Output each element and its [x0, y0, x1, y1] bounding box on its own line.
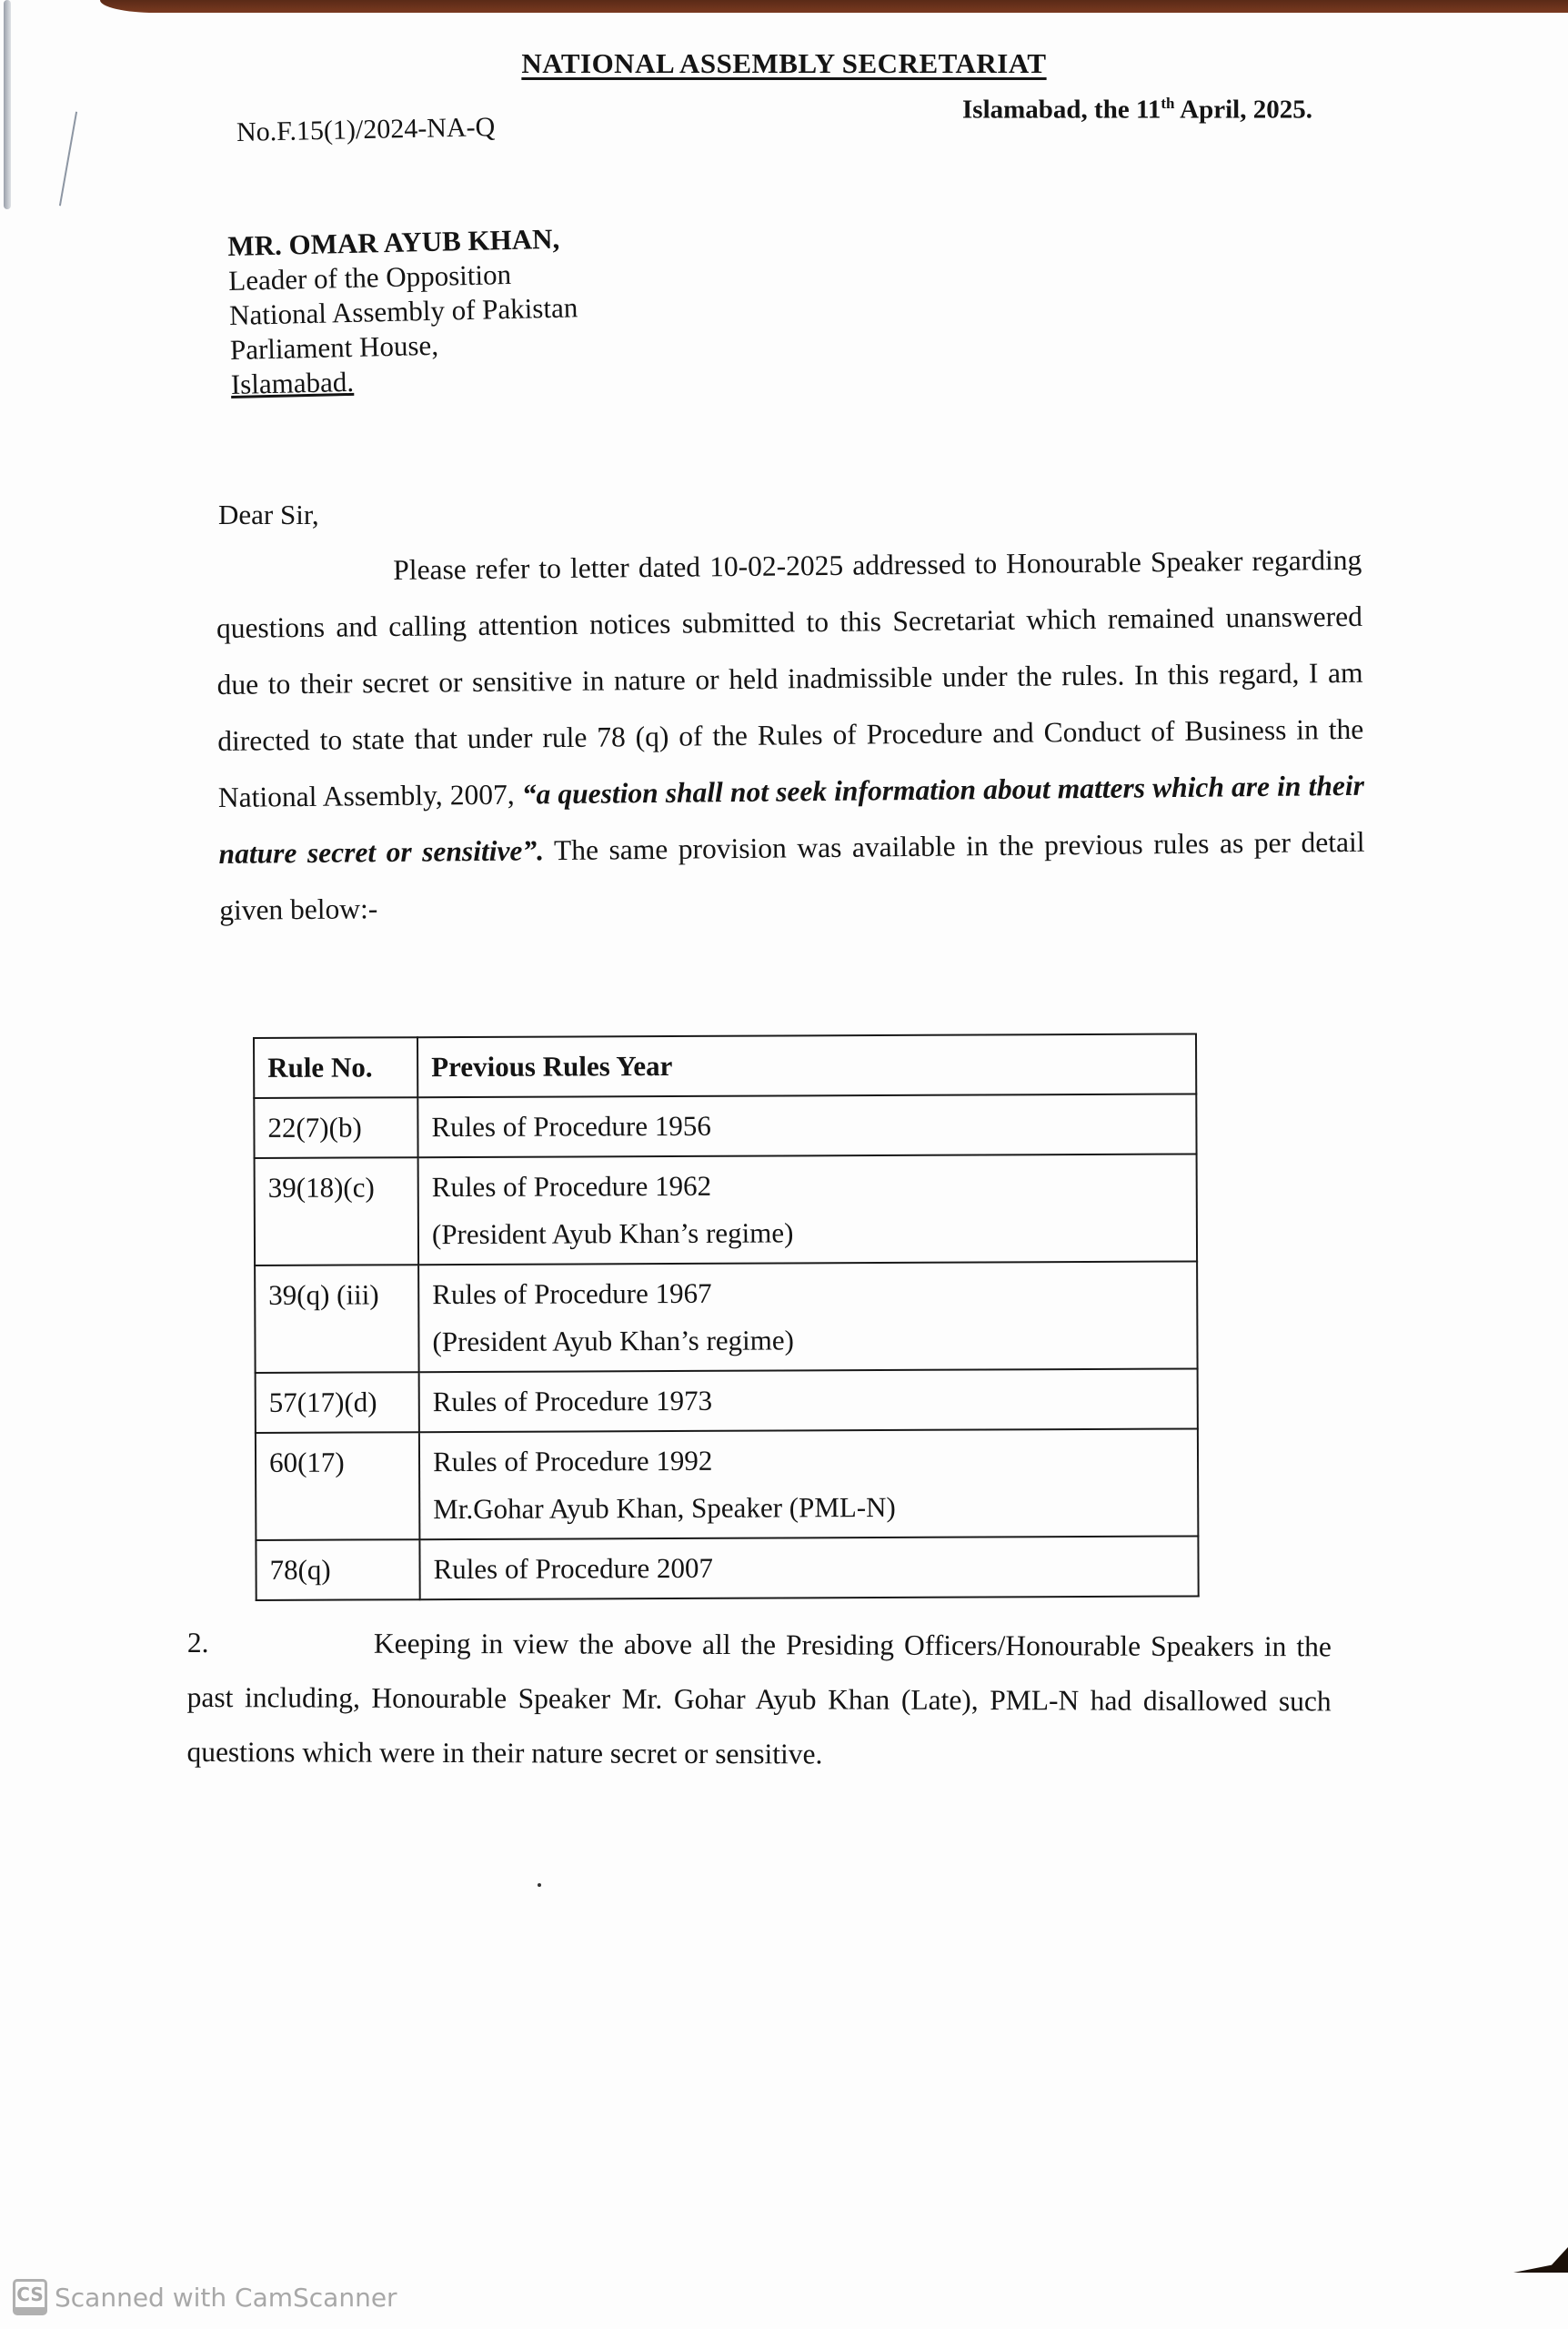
rules-year-text: Rules of Procedure 1956 [431, 1109, 711, 1144]
table-row [256, 1368, 1198, 1433]
para1-text-end: The same provision was available in the previous rules as per detail given below:- [219, 825, 1365, 926]
recipient-name: MR. OMAR AYUB KHAN, [227, 222, 560, 262]
table-row [255, 1154, 1198, 1265]
rules-year-text: Rules of Procedure 1967 [432, 1276, 712, 1311]
pen-mark [59, 112, 77, 207]
date-prefix: Islamabad, the 11 [962, 95, 1161, 125]
salutation: Dear Sir, [218, 499, 319, 530]
table-header-row [254, 1033, 1196, 1098]
table-row [256, 1536, 1198, 1600]
cell-rules-year [418, 1154, 1198, 1265]
document-title [0, 47, 1568, 80]
camscanner-watermark [13, 2279, 397, 2315]
previous-rules-table [253, 1033, 1200, 1601]
rules-year-text: Rules of Procedure 1973 [432, 1384, 713, 1418]
para2-text: Keeping in view the above all the Presiding Officers/Honourable Speakers in the past including, Honourable Speaker Mr. Gohar Ayub Khan (Late), PML-N had disallowed such questions which were in their nature secret or sensitive. [186, 1627, 1332, 1770]
cell-rule-no: 78(q) [256, 1539, 419, 1600]
watermark-text: Scanned with CamScanner [55, 2282, 397, 2313]
cell-rule-no: 57(17)(d) [256, 1372, 419, 1433]
cell-rules-year [419, 1368, 1198, 1432]
header-previous-rules-year: Previous Rules Year [417, 1033, 1196, 1097]
address-line: National Assembly of Pakistan [228, 291, 578, 331]
rules-year-note: (President Ayub Khan’s regime) [431, 1216, 794, 1251]
camscanner-logo-icon: CS [13, 2279, 47, 2315]
para1-text: Please refer to letter dated 10-02-2025 addressed to Honourable Speaker regarding questions and calling attention notices submitted to this Secretariat which remained unanswered due to their secret or sensitive in nature or held inadmissible under the rules. In this regard, I am directed to state that under rule 78 (q) of the Rules of Procedure and Conduct of Business in the National Assembly, 2007, [216, 543, 1364, 813]
paragraph-2 [186, 1616, 1332, 1783]
cell-rule-no: 39(q) (iii) [255, 1265, 419, 1373]
cell-rules-year [418, 1261, 1198, 1372]
title-text: NATIONAL ASSEMBLY SECRETARIAT [521, 47, 1047, 79]
scan-top-edge [100, 0, 1568, 13]
address-line: Parliament House, [229, 328, 439, 366]
cell-rules-year [419, 1428, 1199, 1539]
scan-left-edge [4, 0, 11, 209]
reference-number: No.F.15(1)/2024-NA-Q [236, 112, 496, 147]
scan-corner-shadow [1513, 2247, 1568, 2273]
stray-mark [538, 1883, 541, 1887]
rules-year-text: Rules of Procedure 1992 [432, 1444, 713, 1478]
paragraph-number: 2. [186, 1626, 209, 1659]
table-row [256, 1428, 1199, 1540]
rules-year-text: Rules of Procedure 2007 [433, 1551, 713, 1586]
cell-rule-no: 39(18)(c) [255, 1157, 419, 1265]
rules-year-note: Mr.Gohar Ayub Khan, Speaker (PML-N) [433, 1490, 896, 1526]
rules-year-note: (President Ayub Khan’s regime) [432, 1324, 795, 1358]
recipient-address [227, 221, 579, 402]
table-row [254, 1094, 1196, 1158]
date-line [962, 95, 1312, 126]
table-row [255, 1261, 1198, 1373]
header-rule-no: Rule No. [254, 1037, 417, 1098]
cell-rules-year [417, 1094, 1196, 1157]
date-rest: April, 2025. [1174, 95, 1312, 125]
cell-rule-no: 22(7)(b) [254, 1097, 417, 1158]
rule-quote: “a question shall not seek information about matters which are in their nature secret or sensitive”. [218, 769, 1365, 870]
date-ordinal: th [1161, 95, 1175, 112]
address-line: Leader of the Opposition [227, 257, 512, 297]
paragraph-1 [216, 532, 1365, 939]
cell-rules-year [419, 1536, 1198, 1599]
cell-rule-no: 60(17) [256, 1432, 420, 1540]
rules-year-text: Rules of Procedure 1962 [431, 1169, 712, 1204]
address-city: Islamabad. [230, 365, 355, 400]
